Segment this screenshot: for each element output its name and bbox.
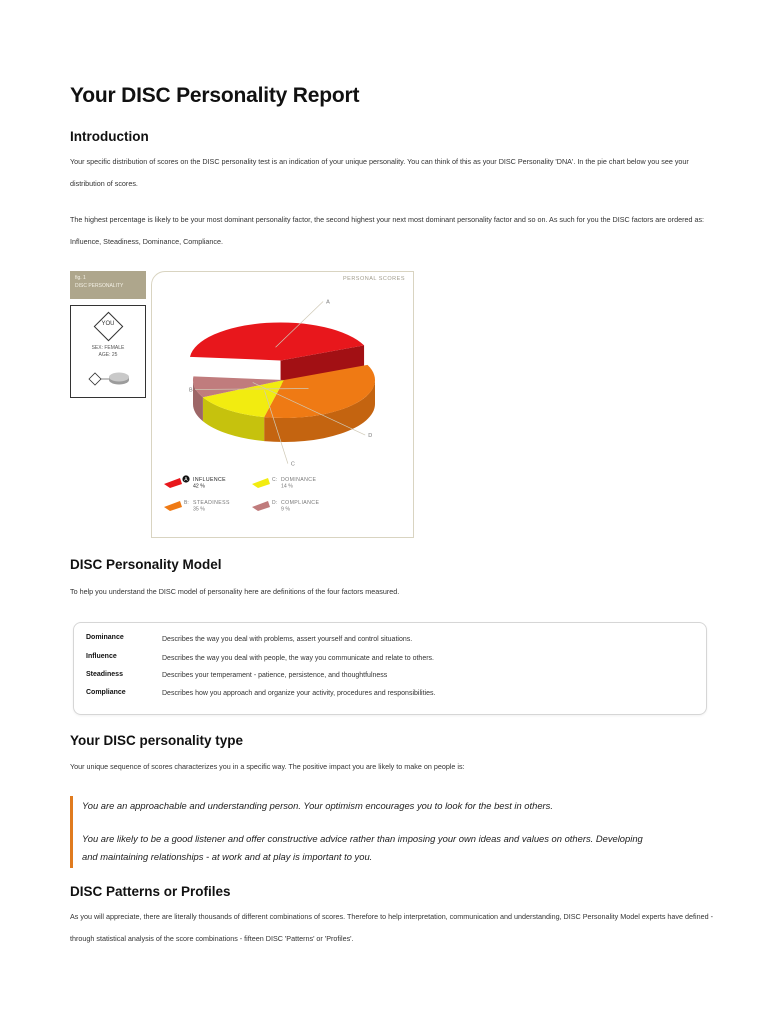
definitions-box xyxy=(73,622,707,715)
definition-term: Compliance xyxy=(86,689,126,696)
mini-pie-icon xyxy=(83,369,135,389)
page-title: Your DISC Personality Report xyxy=(70,84,360,107)
legend-letter: D: xyxy=(272,500,277,506)
quote-line-2: You are likely to be a good listener and offer constructive advice rather than imposing your own ideas and values on others. Developing xyxy=(82,833,643,844)
patterns-heading: DISC Patterns or Profiles xyxy=(70,884,231,899)
legend-entry xyxy=(252,500,319,513)
legend-value: 9 % xyxy=(281,506,290,513)
legend-name: COMPLIANCE xyxy=(281,500,320,506)
chart-title: PERSONAL SCORES xyxy=(342,276,405,282)
definition-description: Describes how you approach and organize your activity, procedures and responsibilities. xyxy=(162,690,436,697)
age-label: AGE: 25 xyxy=(98,352,118,358)
pie-chart-panel xyxy=(151,271,414,538)
definition-row xyxy=(86,634,696,648)
definition-term: Influence xyxy=(86,653,117,660)
callout-letter: D xyxy=(368,433,373,440)
figure-caption: DISC PERSONALITY xyxy=(75,283,124,289)
you-meta xyxy=(71,345,145,359)
legend-name: DOMINANCE xyxy=(281,477,317,483)
model-intro: To help you understand the DISC model of personality here are definitions of the four factors measured. xyxy=(70,587,400,596)
callout-letter: B xyxy=(189,387,193,394)
definition-row xyxy=(86,653,696,667)
legend-swatch xyxy=(164,478,182,488)
definition-row xyxy=(86,671,696,685)
definition-term: Dominance xyxy=(86,634,124,641)
legend-letter: C: xyxy=(272,477,277,483)
legend-name: STEADINESS xyxy=(193,500,230,506)
legend-name: INFLUENCE xyxy=(193,477,226,483)
sex-label: SEX: FEMALE xyxy=(91,345,125,351)
intro-paragraph-1: Your specific distribution of scores on the DISC personality test is an indication of your unique personality. You can think of this as your DISC Personality 'DNA'. In the pie chart below you see your distribution of scores. xyxy=(70,157,689,188)
callout-letter: C xyxy=(290,461,295,468)
legend-letter: B: xyxy=(184,500,189,506)
legend-swatch xyxy=(252,501,270,511)
legend-swatch xyxy=(252,478,270,488)
definition-description: Describes the way you deal with people, the way you communicate and relate to others. xyxy=(162,655,434,662)
patterns-paragraph: As you will appreciate, there are literally thousands of different combinations of scores. Therefore to help interpretation, communication and understanding, DISC Personality Model experts have defined - through statistical analysis of the score combinations - fifteen DISC 'Patterns' or 'Profiles'. xyxy=(70,912,713,943)
legend-value: 35 % xyxy=(193,506,205,513)
pie-chart xyxy=(152,272,413,537)
definition-row xyxy=(86,689,696,703)
callout-letter: A xyxy=(326,299,330,306)
type-intro: Your unique sequence of scores characterizes you in a specific way. The positive impact you are likely to make on people is: xyxy=(70,762,465,771)
legend-entry xyxy=(252,477,316,490)
legend-entry xyxy=(164,475,226,489)
definition-description: Describes your temperament - patience, persistence, and thoughtfulness xyxy=(162,672,388,679)
model-heading: DISC Personality Model xyxy=(70,557,222,572)
intro-paragraph-2: The highest percentage is likely to be your most dominant personality factor, the second highest your next most dominant personality factor and so on. As such for you the DISC factors are ordered as: Influence, Steadiness, Dominance, Compliance. xyxy=(70,215,705,246)
legend-letter: A xyxy=(184,477,188,483)
type-heading: Your DISC personality type xyxy=(70,733,244,748)
figure-tag xyxy=(70,271,146,299)
introduction-heading: Introduction xyxy=(70,129,149,144)
legend-entry xyxy=(164,500,230,513)
quote-line-1: You are an approachable and understanding person. Your optimism encourages you to look for the best in others. xyxy=(82,800,553,811)
legend-value: 14 % xyxy=(281,483,293,490)
legend-swatch xyxy=(164,501,182,511)
legend-value: 42 % xyxy=(193,483,205,490)
you-card xyxy=(70,305,146,398)
personality-quote xyxy=(70,796,733,868)
definition-description: Describes the way you deal with problems, assert yourself and control situations. xyxy=(162,636,413,643)
you-label: YOU xyxy=(101,321,115,327)
definition-term: Steadiness xyxy=(86,671,123,678)
quote-line-3: and maintaining relationships - at work and at play is important to you. xyxy=(82,851,373,862)
figure-number: fig. 1 xyxy=(75,275,86,281)
